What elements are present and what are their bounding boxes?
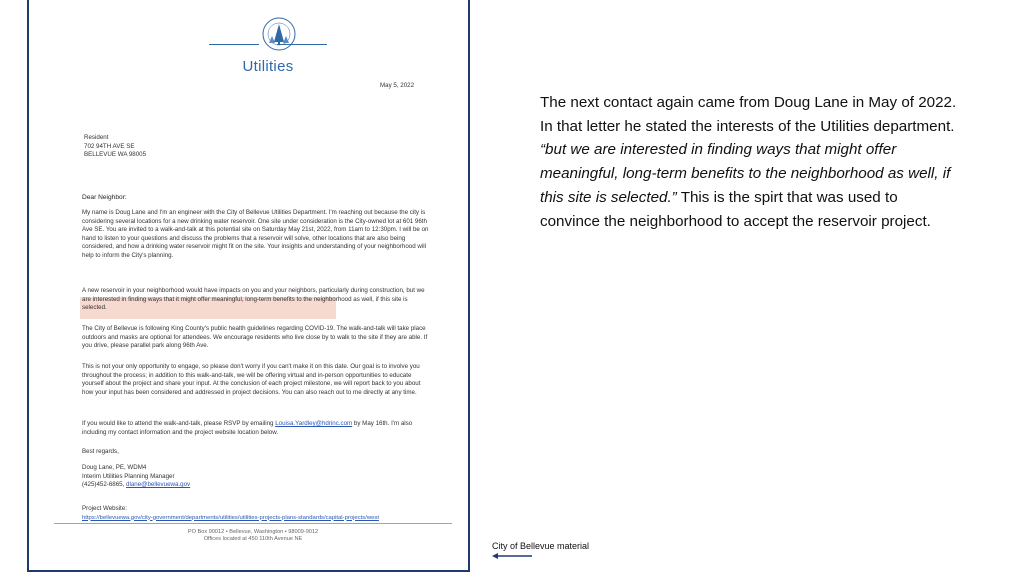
project-website	[82, 505, 454, 522]
logo-rule-left	[209, 44, 259, 45]
letter-paragraph-1: My name is Doug Lane and I'm an engineer with the City of Bellevue Utilities Department. I'm reaching out because the city is considering several locations for a new drinking water reservoir. One site under consideration is the City-owned lot at 601 96th Ave SE. You are invited to a walk-and-talk at this potential site on Saturday May 21st, 2022, from 11am to 12:30pm. I will be on hand to listen to your questions and discuss the problems that a reservoir will solve, other locations that are also being considered, and how a drinking water reservoir might fit on the site. Your insights and understanding of your neighborhood will help to inform the City's planning.	[82, 209, 429, 259]
narrative-intro: The next contact again came from Doug Lane in May of 2022. In that letter he stated the interests of the Utilities department.	[540, 94, 957, 135]
signature-contact	[82, 481, 190, 490]
rsvp-email-link[interactable]: Louisa.Yardley@hdrinc.com	[275, 420, 353, 427]
paragraph-2-text: A new reservoir in your neighborhood would have impacts on you and your neighbors, particularly during construction,	[82, 287, 405, 294]
signature-email-link[interactable]: dlane@bellevuewa.gov	[126, 481, 191, 489]
letter-paragraph-4: This is not your only opportunity to engage, so please don't worry if you can't make it on this date. Our goal is to involve you throughout the process; in addition to this walk-and-talk, we will be offering virtual and in-person opportunities to educate yourself about the project and share your input. At the conclusion of each project milestone, we will report back to you about how your input has been considered and addressed in project decisions. You can also reach out to me directly at any time.	[82, 363, 421, 396]
address-line: 702 94TH AVE SE	[84, 142, 135, 150]
left-arrow-icon	[492, 553, 532, 559]
utilities-wordmark: Utilities	[242, 58, 294, 75]
paragraph-2-highlight-text: but we are interested in finding ways that it might offer meaningful, long-term benefits to the neighborhood as well, if this site is selected.	[82, 287, 425, 312]
utilities-logo	[209, 14, 327, 78]
narrative-text	[540, 91, 960, 233]
source-caption: City of Bellevue material	[492, 541, 590, 551]
address-line: Resident	[84, 134, 109, 141]
footer-offices: Offices located at 450 110th Avenue NE	[203, 536, 303, 543]
address-line: BELLEVUE WA 98005	[84, 151, 147, 159]
salutation: Dear Neighbor:	[82, 194, 127, 201]
letter-paragraph-5	[82, 420, 432, 437]
letter-footer	[54, 529, 452, 544]
recipient-address	[84, 134, 146, 160]
letter-paragraph-3: The City of Bellevue is following King County's public health guidelines regarding COVID-19. The walk-and-talk will take place outdoors and masks are optional for attendees. We encourage residents who live close by to walk to the site if they are able. If you drive, please parallel park along 96th Ave.	[82, 325, 428, 350]
letter-paragraph-2	[82, 287, 432, 313]
narrative-quote: “but we are interested in finding ways that might offer meaningful, long-term benefits to the neighborhood as well, if this site is selected.”	[540, 141, 951, 206]
footer-divider	[54, 523, 452, 524]
letter-image	[27, 0, 470, 572]
signature-phone: (425)452-6865,	[82, 481, 127, 489]
signature-name: Doug Lane, PE, WDM4	[82, 464, 147, 471]
signature-block	[82, 464, 190, 490]
website-link[interactable]: https://bellevuewa.gov/city-government/departments/utilities/utilities-projects-plans-standards/capital-projects/west	[82, 514, 379, 521]
paragraph-5-text-end: by May 16th. I'm also including my contact information and the project website location below.	[82, 420, 413, 436]
paragraph-5-text: If you would like to attend the walk-and-talk, please RSVP by emailing	[82, 420, 276, 427]
website-label: Project Website:	[82, 505, 127, 512]
city-seal-icon	[261, 16, 297, 52]
narrative-outro: This is the spirt that was used to convince the neighborhood to accept the reservoir project.	[540, 188, 931, 230]
closing: Best regards,	[82, 448, 119, 455]
letter-date: May 5, 2022	[380, 82, 415, 89]
signature-title: Interim Utilities Planning Manager	[82, 472, 175, 480]
footer-address: PO Box 90012 • Bellevue, Washington • 98009-9012	[187, 529, 319, 535]
